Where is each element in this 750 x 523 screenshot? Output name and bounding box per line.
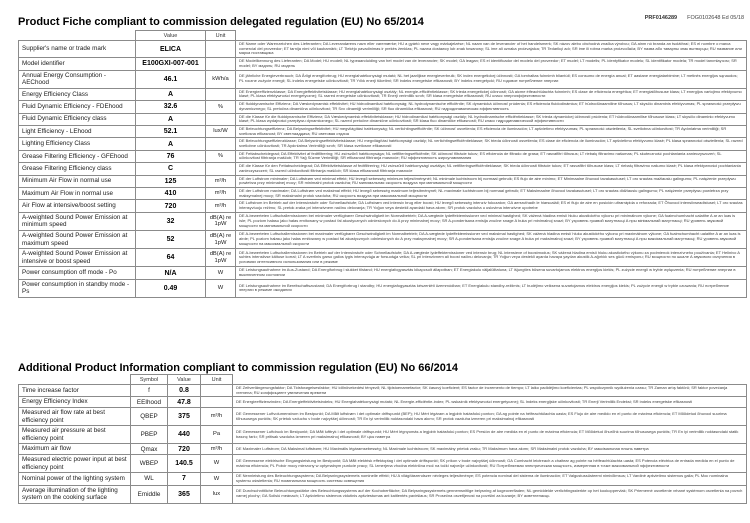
row-unit — [201, 397, 233, 408]
row-unit: dB(A) re 1pW — [206, 212, 236, 230]
row-description: DE Name oder Warenzeichen des Lieferanten; DA Leverandørens navn eller varemærke; HU a gyártó neve vagy márkajelzése; NL naam van de leverancier of het handelsmerk; SK názov alebo obchodná značka výrobcu; GA ainm nó branda an tsoláthraí; ES el nombre o marca comercial del proveedor; ET tarnija nimi või kaubamärk; LT Tiekėjo pavadinimas ir prekės ženklas; PL nazwa dostawcy lub znak towarowy; SL ime ali oznaka proizvajalca; TR Tedarikçi adı; SR ime ili robna marka proizvođača; BY назва або таварны знак вытворцы; RU название или марка поставщика — [236, 41, 747, 58]
row-value: 410 — [136, 187, 206, 199]
row-value: 32 — [136, 212, 206, 230]
row-unit — [206, 58, 236, 70]
reference-code-secondary: FOG0102648 Ed 05/18 — [687, 15, 744, 21]
row-symbol: QBEP — [131, 408, 168, 426]
row-unit — [206, 138, 236, 150]
row-label: A-weighted Sound Power Emission at maximum speed — [19, 230, 136, 248]
row-unit: W — [201, 473, 233, 485]
row-label: Time increase factor — [19, 385, 131, 397]
row-symbol: EEIhood — [131, 397, 168, 408]
row-description: DE A-bewerteten Luftschallemissionen bei maximaler verfügbarer Geschwindigkeit im Normalbetrieb; DA A-vægtede lydeffektemissioner ved maksimal hastighed; SK vážená hladina emisií hluku akustického výkonu pri maximálnom výkone; GA fuaimchumhacht ualaithe A ar an luas is airde; PL poziom hałasu jako hałas emitowany w postaci fal akustycznych odniesionych do A przy maksymalnej mocy; SR A-ponderisana emisija zvučne snage A buka pri maksimalnoj snazi; BY узровень гукавой магутнасці A пры максімальнай магутнасці; RU уровень звуковой мощности на максимальной скорости — [236, 230, 747, 248]
row-value: ELICA — [136, 41, 206, 58]
table-row — [19, 101, 747, 113]
row-label: Model identifier — [19, 58, 136, 70]
header-unit: Unit — [201, 375, 233, 385]
row-unit: Pa — [201, 426, 233, 444]
row-description: DE Gemessene elektrische Eingangsleistung im Bestpunkt; DA Målt elektrisk effektoptag i det optimale driftspunkt; SK príkon v bode najvyššej účinnosti; GA Cumhacht leictreach a chaitear ag pointe na héifeachtúlachta uasta; ES Potencia eléctrica de entrada medida en el punto de máxima eficiencia; PL Pobór mocy mierzony w optymalnym punkcie pracy; SL Izmerjena vhodna električna moč na točki največje učinkovitosti; RU Потребляемая электрическая мощность, измеренная в точке максимальной эффективности — [233, 454, 747, 472]
table-row — [19, 397, 747, 408]
row-description: DE Energieeffizienzklasse; DA Energieffektivitetsklasse; HU energiahatékonysági osztály; NL energie-efficiëntieklasse; SK trieda energetickej účinnosti; GA aicme éifeachtúlachta fuinnimh; ES clase de eficiencia energética; ET energiatõhususe klass; LT energijos vartojimo efektyvumo klasė; PL klasa efektywności energetycznej; SL razred energetske učinkovitosti; TR Enerji verimlilik sınıfı; SR klasa energetske efikasnosti; RU класс энергоэффективности — [236, 88, 747, 100]
row-description: DE die Klasse für den Fettabscheidegrad; DA Effektivitetsklasse af fedtfiltrering; HU zsírszűrő hatékonysági osztálya; NL vetfilteringsefficiëntieklasse; SK trieda účinnosti filtrácie tukov; ET rasvafiltri tõhususe klass; LT riebalų filtravimo našumo klasė; PL klasa efektywności pochłaniania zanieczyszczeń; SL razred učinkovitosti filtriranja maščob; SR klasa efikasnosti filtriranja masnoće — [236, 163, 747, 175]
row-unit: % — [206, 150, 236, 162]
row-unit: W — [206, 267, 236, 279]
table-header-row — [19, 375, 747, 385]
row-unit: m³/h — [206, 175, 236, 187]
additional-info-table — [18, 374, 747, 504]
row-label: Energy Efficiency Index — [19, 397, 131, 408]
row-label: Annual Energy Consumption - AEChood — [19, 70, 136, 88]
table-row — [19, 88, 747, 100]
row-value: 47.8 — [168, 397, 201, 408]
row-symbol: Emiddle — [131, 485, 168, 503]
table-row — [19, 454, 747, 472]
product-fiche-table — [18, 30, 747, 298]
row-value: E100GXI-007-001 — [136, 58, 206, 70]
table-row — [19, 125, 747, 137]
row-description: DE der Luftstrom minimaler; DA Luftstrøm ved minimal effekt; HU levegő sebesség minimum teljesítménynél; NL minimale luchtstroom bij normaal gebruik; ES flujo de aire mínimo; ET Minimaalne õhuvool tavakasutusel; LT oro srautas mažiausiu galingumu; PL natężenie przepływu powietrza przy minimalnej mocy; SR minimalni protok vazduha; RU минимальная скорость воздуха при минимальной мощности — [236, 175, 747, 187]
row-unit: W — [206, 279, 236, 297]
row-value: 52.1 — [136, 125, 206, 137]
header-blank — [19, 31, 136, 41]
row-label: Lighting Efficiency Class — [19, 138, 136, 150]
table-row — [19, 212, 747, 230]
row-value: 64 — [136, 249, 206, 267]
row-label: Grease Filtering Efficiency class — [19, 163, 136, 175]
row-description: DE der Luftstrom maximaler; DA Luftstrøm ved maksimal effekt; HU levegő sebesség maximum teljesítménynél; NL maximale luchtstroom bij normaal gebruik; ET Maksimaalne õhuvool tavakasutusel; LT oro srautas didžiausiu galingumu; PL natężenie przepływu powietrza przy maksymalnej mocy; SR maksimalni protok vazduha; RU скорость воздуха при максимальной мощности — [236, 187, 747, 199]
row-unit: W — [201, 454, 233, 472]
row-label: Measured air pressure at best efficiency point — [19, 426, 131, 444]
row-description: DE jährliche Energieverbrauch; DA Årligt energiforbrug; HU energiahatékonysági mutató; NL het jaarlijkse energieverbruik; SK index energetickej účinnosti; GA tomhaltas fuinnimh bliantúil; ES consumo de energía anual; ET aastane energiatarbimine; LT metinės energijos sąnaudos; PL roczne zużycie energii; SL indeks energetske učinkovitosti; TR Yıllık enerji tüketimi; SR indeks energetske efikasnosti; BY indeks energetycki; RU годовое потребление энергии — [236, 70, 747, 88]
header-blank — [233, 375, 747, 385]
row-description: DE Zeitverlängerungsfaktor; DA Tidsforøgelsesfaktor; HU időnövekedési tényező; NL tijdstoenamefactor; SK časový koeficient; ES factor de incremento de tiempo; LT laiko padidėjimo koeficientas; PL współczynnik wydłużenia czasu; TR Zaman artış faktörü; SR faktor povećanja vremena; RU коэффициент увеличения времени — [233, 385, 747, 397]
row-description: DE Durchschnittliche Beleuchtungsstärke des Beleuchtungssystems auf der Kochoberfläche; DA Belysningssystemets gennemsnitlige belysning af kogeoverfladen; NL gemiddelde verlichtingssterkte op het kookoppervlak; SK Priemerné osvetlenie vrhané systémom osvetlenia na povrch varnej plochy; GA Soilsiú meánach; LT Apšvietimo sistemos vidutinis apšviestumas ant kaitlentės paviršiaus; SR Prosečna osvetljenost na površini za kuvanje; BY асветленасць — [233, 485, 747, 503]
row-label: Measured electric power input at best efficiency point — [19, 454, 131, 472]
row-unit — [206, 113, 236, 125]
row-label: Minimum Air Flow in normal use — [19, 175, 136, 187]
row-value: N/A — [136, 267, 206, 279]
row-label: Fluid Dynamic Efficiency - FDEhood — [19, 101, 136, 113]
row-value: A — [136, 138, 206, 150]
row-description: DE Beleuchtungseffizienzklasse; DA Belysningseffektivitetsklasse; HU megvilágítási hatékonysági osztály; NL verlichtingsefficiëntieklasse; SK trieda účinnosti osvetlenia; ES clase de eficiencia de iluminación; LT apšvietimo efektyvumo klasė; PL klasa sprawności oświetlenia; SL razred svetlobne učinkovitosti; TR Aydınlatma Verimliliği sınıfı; SR klasa svetlosne efikasnosti — [236, 138, 747, 150]
row-description: DE Gemessener Luftvolumenstrom im Bestpunkt; DA Målt luftstrøm i det optimale driftspunkt (BEP); HU Mért légáram a legjobb hatásfokú ponton; GA ag pointe na héifeachtúlachta uasta; ES Flujo de aire medido en el punto de máxima eficiencia; ET Mõõdetud õhuvool suurima tõhususega punktis; SK prietok vzduchu v bode najvyššej účinnosti; TR En iyi verimlilik noktasındaki hava akımı; SR protok vazduha izmeren pri maksimalnoj efikasnosti — [233, 408, 747, 426]
reference-code-primary: PRF0146289 — [644, 15, 678, 21]
table-row — [19, 200, 747, 212]
row-label: A-weighted Sound Power Emission at intensive or boost speed — [19, 249, 136, 267]
row-value: 76 — [136, 150, 206, 162]
row-value: A — [136, 113, 206, 125]
row-label: Average illumination of the lighting system on the cooking surface — [19, 485, 131, 503]
row-unit: dB(A) re 1pW — [206, 249, 236, 267]
row-unit: m³/h — [206, 187, 236, 199]
table-row — [19, 113, 747, 125]
row-description: DE Maximaler Luftstrom; DA Maksimal luftstrøm; HU Maximális légáramsebesség; NL Maximale luchtstroom; SK maximálny prietok zraku; TR Maksimum hava akımı; SR Maksimalni protok vazduha; BY максімальная плынь паветра — [233, 444, 747, 455]
table-row — [19, 426, 747, 444]
table-row — [19, 163, 747, 175]
row-value: 720 — [168, 444, 201, 455]
row-description: DE A-bewerteten Luftschallemissionen im Betrieb auf der Intensivstufe oder Schnellaufstufe; DA A-vægtede lydeffektemissioner ved intensiv brug; NL intensieve of boostmodus; SK vážená hladina emisií hluku akustického výkonu za podmienok intenzívneho používania; ET Helinivo A suhtes intensiivse käituse korral; LT A svertinis garso galios lygis intensyviąja ar forsuotąja veika; SL pri intenzivnem ali boost načinu delovanja; TR Yoğun veya destekli ayarda havaya yayılan akustik A-ağırlıklı ses gücü emisyonu; RU мощности по шкале A звукового излучения в условиях интенсивного использования или в режиме — [236, 249, 747, 267]
table-row — [19, 230, 747, 248]
table-row — [19, 138, 747, 150]
row-value: 140.5 — [168, 454, 201, 472]
row-label: Measured air flow rate at best efficiency point — [19, 408, 131, 426]
row-unit: m³/h — [201, 444, 233, 455]
table-header-row — [19, 31, 747, 41]
row-value: C — [136, 163, 206, 175]
header-blank — [236, 31, 747, 41]
row-label: Maximum Air Flow in normal use — [19, 187, 136, 199]
row-value: 32.6 — [136, 101, 206, 113]
row-value: A — [136, 88, 206, 100]
row-label: Energy Efficiency Class — [19, 88, 136, 100]
table-row — [19, 279, 747, 297]
row-value: 0.49 — [136, 279, 206, 297]
row-value: 440 — [168, 426, 201, 444]
row-description: DE die Klasse für die fluiddynamische Effizienz; DA Væskedynamisk effektivitetsklasse; HU hidrodinamikai hatékonysági osztály; NL hydrodinamische efficiëntieklasse; SK trieda dynamickej účinnosti prúdenia; ET hüdrodünaamilise tõhususe klass; LT skysčio dinaminio efektyvumo klasė; PL klasa wydajności przepływu dynamicznego; SL razred pretočne dinamične učinkovitosti; SR klasa fluo dinamičke efikasnosti; RU класс гидродинамической эффективности — [236, 113, 747, 125]
row-label: Nominal power of the lighting system — [19, 473, 131, 485]
row-unit — [201, 385, 233, 397]
row-unit: % — [206, 101, 236, 113]
row-unit: kWh/a — [206, 70, 236, 88]
row-description: DE Luftstrom im Betrieb auf der Intensivstufe oder Schnellaufstufe; DA Luftstrøm ved intensiv brug eller boost; HU levegő sebesség intenzív fokozaton; GA aersruthadh le hiarscaláil; ES el flujo de aire en posición ultrarrápida o reforzada; ET Õhuvool intensiivseadistusel; LT oro srautas intensyviuoju režimu; SL pretok zraka pri intenzivnem načinu delovanja; TR Yoğun veya destekli ayardaki hava akımı; SR protok vazduha u uslovima intenzivne upotrebe — [236, 200, 747, 212]
row-description: DE Energieeffizienzindex; DA Energieffektivitetsindeks; HU Energiahatékonysági mutató; NL Energie-efficiëntie-index; PL wskaźnik efektywności energetycznej; SL Indeks energijske učinkovitosti; TR Enerji Verimlilik Endeksi; SR indeks energetske efikasnosti — [233, 397, 747, 408]
row-description: DE Fettabscheidegrad; DA Effektivitet af fedtfiltrering; HU zsírszűrő hatékonysága; NL vetfilteringsefficiëntie; SK účinnosť filtrácie tukov; ES eficiencia de filtrado de grasa; ET rasvafiltri tõhusus; LT riebalų filtravimo našumas; PL skuteczność pochłaniania zanieczyszczeń; SL učinkovitost filtriranja maščob; TR Yağ Süzme Verimliliği; SR efikasnost filtriranja masnoće; RU эффективность жироулавливания — [236, 150, 747, 162]
row-description: DE A-bewerteten Luftschallemissionen bei minimaler verfügbarer Geschwindigkeit im Normalbetrieb; DA A-vægtede lydeffektemissioner ved minimal hastighed; SK vážená hladina emisií hluku akustického výkonu pri minimálnom výkone; GA fuaimchumhacht ualaithe A ar an luas is ísle; PL poziom hałasu jako hałas emitowany w postaci fal akustycznych odniesionych do A przy minimalnej mocy; SR A-ponderisana emisija zvučne snage A buka pri minimalnoj snazi; BY узровень гукавой магутнасці A пры мінімальнай магутнасці; RU уровень звуковой мощности на минимальной скорости — [236, 212, 747, 230]
row-value: 0.8 — [168, 385, 201, 397]
table-row — [19, 187, 747, 199]
row-unit: lux/W — [206, 125, 236, 137]
row-unit: lux — [201, 485, 233, 503]
row-symbol: WL — [131, 473, 168, 485]
row-symbol: WBEP — [131, 454, 168, 472]
table-row — [19, 150, 747, 162]
header-symbol: Symbol — [131, 375, 168, 385]
fiche-title: Product Fiche compliant to commission delegated regulation (EU) No 65/2014 — [18, 16, 424, 28]
row-description: DE Leistungsaufnahme im Bereitschaftszustand; DA Energiforbrug i standby; HU energiafogyasztás készenléti üzemmódban; ET Energiakulu standby-režiimis; LT budėjimo veiksena suvartojamos elektros energijos kiekis; PL zużycie energii w trybie czuwania; RU потребление энергии в режиме ожидания — [236, 279, 747, 297]
table-row — [19, 70, 747, 88]
row-label: Power consumption off mode - Po — [19, 267, 136, 279]
row-value: 52 — [136, 230, 206, 248]
header-value: Value — [168, 375, 201, 385]
row-label: A-weighted Sound Power Emission at minimum speed — [19, 212, 136, 230]
row-symbol: Qmax — [131, 444, 168, 455]
row-label: Air Flow at intensive/boost setting — [19, 200, 136, 212]
row-unit — [206, 88, 236, 100]
table-row — [19, 485, 747, 503]
row-description: DE Leistungsaufnahme im Aus-Zustand; DA Energiforbrug i slukket tilstand; HU energiafogyasztás kikapcsolt állapotban; ET Energiakulu väljalülitatuna; LT išjungties būsena suvartojamos elektros energijos kiekis; PL zużycie energii w trybie wyłączenia; RU потребление энергии в выключенном состоянии — [236, 267, 747, 279]
table-row — [19, 175, 747, 187]
row-symbol: f — [131, 385, 168, 397]
additional-info-title: Additional Product Information compliant to commission regulation (EU) No 66/2014 — [18, 362, 459, 374]
row-label: Fluid Dynamic Efficiency class — [19, 113, 136, 125]
row-symbol: PBEP — [131, 426, 168, 444]
row-unit: dB(A) re 1pW — [206, 230, 236, 248]
row-description: DE Gemessener Luftdruck im Bestpunkt; DA Målt lufttryk i det optimale driftspunkt; HU Mért légnyomás a legjobb hatásfokú ponton; ES Presión de aire medida en el punto de máxima eficiencia; ET Mõõdetud õhurõhk suurima tõhususega punktis; TR En iyi verimlilik noktasındaki statik basınç farkı; SR pritisak vazduha izmeren pri maksimalnoj efikasnosti; BY ціск паветра — [233, 426, 747, 444]
header-value: Value — [136, 31, 206, 41]
row-value: 375 — [168, 408, 201, 426]
table-row — [19, 473, 747, 485]
row-description: DE fluiddynamische Effizienz; DA Væskedynamisk effektivitet; HU hidrodinamikai hatékonyság; NL hydrodynamische efficiëntie; SK dynamická účinnosť prúdenia; ES eficiencia fluidodinámica; ET hüdrodünaamiline tõhusus; LT skysčio dinaminis efektyvumas; PL sprawność przepływu dynamicznego; SL pretočna dinamična učinkovitost; TR Sıvı dinamiği verimliliği; SR fluo dinamička efikasnost; RU гидродинамическая эффективность — [236, 101, 747, 113]
row-label: Light Efficiency - LEhood — [19, 125, 136, 137]
table-row — [19, 41, 747, 58]
row-value: 720 — [136, 200, 206, 212]
row-description: DE Beleuchtungseffizienz; DA Belysningseffektivitet; HU megvilágítási hatékonyság; NL verlichtingsefficiëntie; SK účinnosť osvetlenia; ES eficiencia de iluminación; LT apšvietimo efektyvumas; PL sprawność oświetlenia; SL svetlobna učinkovitost; TR Aydınlatma verimliliği; SR svetlosna efikasnost; BY светлааддача; RU световая отдача — [236, 125, 747, 137]
row-unit: m³/h — [206, 200, 236, 212]
row-value: 125 — [136, 175, 206, 187]
row-unit — [206, 41, 236, 58]
table-row — [19, 249, 747, 267]
row-value: 365 — [168, 485, 201, 503]
table-row — [19, 267, 747, 279]
document-reference — [645, 15, 744, 21]
row-description: DE Nennleistung des Beleuchtungssystems; DA Belysningssystemets nominelle effekt; HU A világításrendszer névleges teljesítménye; ES potencia nominal del sistema de iluminación; ET Valgustussüsteemi nimivõimsus; LT Vardinė apšvietimo sistemos galia; PL Moc nominalna systemu oświetlenia; RU номинальная мощность системы освещения — [233, 473, 747, 485]
table-row — [19, 444, 747, 455]
row-unit — [206, 163, 236, 175]
row-label: Grease Filtering Efficiency - GFEhood — [19, 150, 136, 162]
row-label: Maximum air flow — [19, 444, 131, 455]
row-label: Supplier's name or trade mark — [19, 41, 136, 58]
table-row — [19, 385, 747, 397]
row-label: Power consumption in standby mode - Ps — [19, 279, 136, 297]
row-value: 7 — [168, 473, 201, 485]
header-unit: Unit — [206, 31, 236, 41]
table-row — [19, 58, 747, 70]
table-row — [19, 408, 747, 426]
header-blank — [19, 375, 131, 385]
row-description: DE Modellkennung des Lieferanten; DA Model; HU modell; NL typeaanduiding van het model van de leverancier; SK model; GA leagan; ES el identificador del modelo del proveedor; ET mudel; LT modelis; PL identyfikator modelu; SL identifikator modela; TR model tanımlayıcısı; SR model; BY мадэль; RU модель — [236, 58, 747, 70]
row-unit: m³/h — [201, 408, 233, 426]
row-value: 46.1 — [136, 70, 206, 88]
